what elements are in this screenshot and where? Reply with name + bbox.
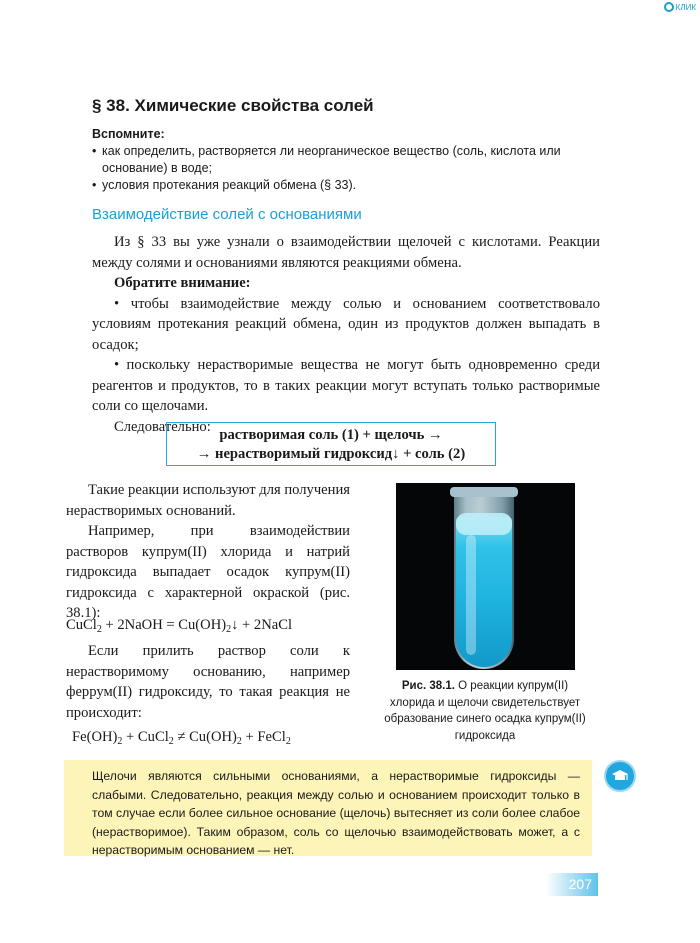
scheme-line: → нерастворимый гидроксид↓ + соль (2) (196, 446, 466, 462)
page-number: 207 (546, 873, 598, 896)
eq-sub: 2 (236, 736, 242, 747)
publisher-logo (664, 2, 696, 12)
scheme-line: растворимая соль (1) + щелочь → (219, 427, 443, 443)
intro-paragraph: Из § 33 вы уже узнали о взаимодействии щелочей с кислотами. Реакции между солями и основаниями являются реакциями обмена. (92, 234, 600, 271)
note-bullet: • поскольку нерастворимые вещества не могут быть одновременно среди реагентов и продуктов, то в таких реакции могут вступать только растворимые соли со щелочами. (92, 357, 600, 414)
blue-precipitate (456, 517, 512, 667)
conclusion-text: Щелочи являются сильными основаниями, а нерастворимые гидроксиды — слабыми. Следовательно, реакция между солью и основанием происходит только в том случае если более сильное основание (щелочь) вытесняет из соли более слабое (нерастворимое). Таким образом, соль со щелочью взаимодействовать может, а с нерастворимым основанием — нет. (92, 769, 580, 857)
eq-sub: 2 (285, 736, 291, 747)
equation-1 (66, 617, 292, 634)
note-heading: Обратите внимание: (114, 275, 251, 291)
eq-part: + FeCl (241, 729, 286, 745)
equation-2 (72, 729, 291, 746)
section-subtitle: Взаимодействие солей с основаниями (92, 206, 362, 223)
glass-highlight (466, 535, 476, 655)
paragraph: Например, при взаимодействии растворов купрум(II) хлорида и натрий гидроксида выпадает осадок купрум(II) гидроксида с характерной окраской (рис. 38.1): (66, 523, 350, 621)
eq-sub: 2 (117, 736, 123, 747)
figure-caption (380, 678, 590, 744)
eq-part: ↓ + 2NaCl (231, 617, 293, 633)
figure-label: Рис. 38.1. (401, 680, 455, 692)
page-title: § 38. Химические свойства солей (92, 96, 374, 115)
logo-text: КЛИК (675, 2, 696, 12)
eq-part: ≠ Cu(OH) (173, 729, 237, 745)
test-tube-rim (450, 487, 518, 497)
paragraph: Такие реакции используют для получения нерастворимых оснований. (66, 482, 350, 519)
c-circle-icon (664, 2, 674, 12)
eq-sub: 2 (96, 624, 102, 635)
eq-sub: 2 (168, 736, 174, 747)
paragraph: Если прилить раствор соли к нерастворимому основанию, например феррум(II) гидроксиду, то такая реакция не происходит: (66, 643, 350, 721)
left-column-text-2 (66, 641, 350, 723)
recall-block (92, 126, 607, 194)
consequently-text: Следовательно: (114, 418, 211, 435)
eq-part: Fe(OH) (72, 729, 118, 745)
reaction-scheme-box (166, 422, 496, 466)
intro-section (92, 232, 600, 437)
test-tube-photo (396, 483, 575, 670)
note-bullet: • чтобы взаимодействие между солью и основанием соответствовало условиям протекания реакций обмена, один из продуктов должен выпадать в осадок; (92, 295, 600, 353)
eq-part: CuCl (66, 617, 97, 633)
recall-heading: Вспомните: (92, 127, 165, 141)
recall-item: • условия протекания реакций обмена (§ 33). (92, 177, 607, 194)
foam-layer (456, 513, 512, 535)
left-column-text (66, 480, 350, 624)
eq-part: + CuCl (122, 729, 169, 745)
eq-sub: 2 (226, 624, 232, 635)
graduation-cap-icon (604, 760, 636, 792)
figure-caption-text: О реакции купрум(II) хлорида и щелочи свидетельствует образование синего осадка купрум(II) гидроксида (384, 680, 586, 742)
eq-part: + 2NaOH = Cu(OH) (101, 617, 227, 633)
recall-item: • как определить, растворяется ли неорганическое вещество (соль, кислота или основание) в воде; (92, 143, 607, 177)
